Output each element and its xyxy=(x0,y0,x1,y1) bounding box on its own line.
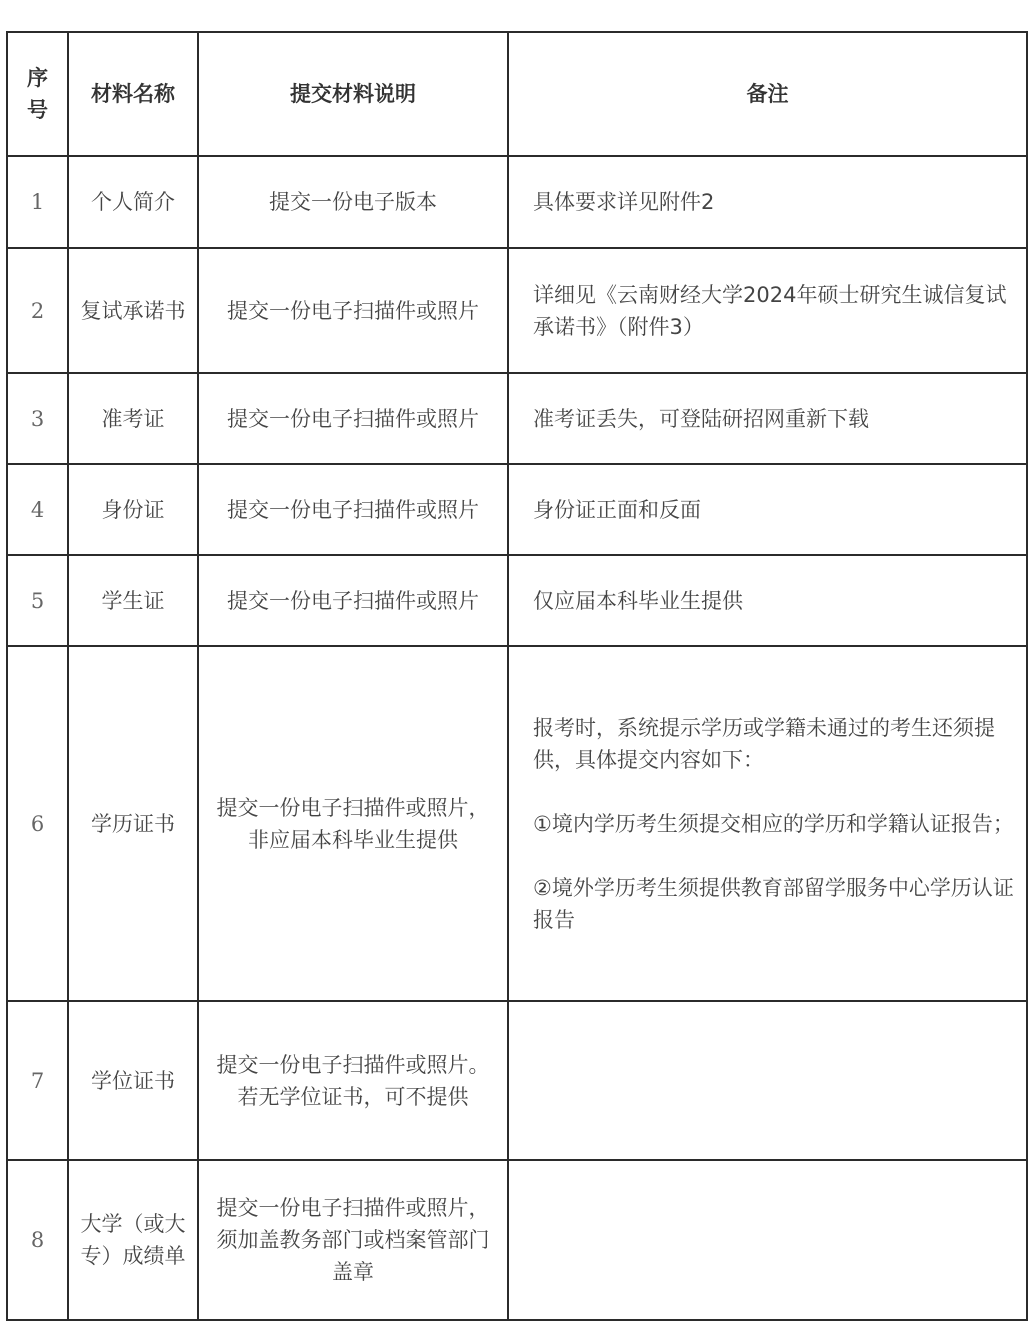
row-description: 提交一份电子扫描件或照片，非应届本科毕业生提供 xyxy=(198,646,508,1001)
row-name: 学历证书 xyxy=(68,646,198,1001)
note-paragraph: 仅应届本科毕业生提供 xyxy=(533,588,743,613)
row-index: 2 xyxy=(7,248,68,373)
note-paragraph: 报考时，系统提示学历或学籍未通过的考生还须提供，具体提交内容如下： xyxy=(533,715,995,772)
note-paragraph: 准考证丢失，可登陆研招网重新下载 xyxy=(533,406,869,431)
note-paragraph: 具体要求详见附件2 xyxy=(533,190,715,214)
row-index: 7 xyxy=(7,1001,68,1160)
row-description: 提交一份电子扫描件或照片 xyxy=(198,464,508,555)
row-description: 提交一份电子扫描件或照片 xyxy=(198,555,508,646)
note-paragraph: 详细见《云南财经大学2024年硕士研究生诚信复试承诺书》（附件3） xyxy=(533,282,1007,339)
row-name: 复试承诺书 xyxy=(68,248,198,373)
row-name: 学位证书 xyxy=(68,1001,198,1160)
table-row xyxy=(7,464,1027,555)
header-index: 序号 xyxy=(7,32,68,156)
table-row xyxy=(7,1001,1027,1160)
table-row xyxy=(7,1160,1027,1320)
materials-table xyxy=(6,31,1028,1321)
table-row xyxy=(7,373,1027,464)
header-description: 提交材料说明 xyxy=(198,32,508,156)
row-name: 身份证 xyxy=(68,464,198,555)
row-name: 个人简介 xyxy=(68,156,198,248)
row-index: 8 xyxy=(7,1160,68,1320)
row-note xyxy=(508,248,1027,373)
table-row xyxy=(7,248,1027,373)
table-header-row xyxy=(7,32,1027,156)
row-index: 3 xyxy=(7,373,68,464)
header-name: 材料名称 xyxy=(68,32,198,156)
row-index: 4 xyxy=(7,464,68,555)
table-row xyxy=(7,555,1027,646)
header-note: 备注 xyxy=(508,32,1027,156)
row-note xyxy=(508,1001,1027,1160)
row-name: 学生证 xyxy=(68,555,198,646)
note-paragraph: 身份证正面和反面 xyxy=(533,497,701,522)
row-description: 提交一份电子扫描件或照片 xyxy=(198,248,508,373)
row-name: 准考证 xyxy=(68,373,198,464)
row-note xyxy=(508,373,1027,464)
row-description: 提交一份电子扫描件或照片。若无学位证书，可不提供 xyxy=(198,1001,508,1160)
row-description: 提交一份电子扫描件或照片 xyxy=(198,373,508,464)
row-note xyxy=(508,1160,1027,1320)
row-description: 提交一份电子扫描件或照片，须加盖教务部门或档案管部门盖章 xyxy=(198,1160,508,1320)
table-body xyxy=(7,156,1027,1320)
row-note xyxy=(508,555,1027,646)
row-note xyxy=(508,464,1027,555)
table-row xyxy=(7,156,1027,248)
row-name: 大学（或大专）成绩单 xyxy=(68,1160,198,1320)
note-paragraph: ①境内学历考生须提交相应的学历和学籍认证报告； xyxy=(533,811,1014,836)
row-index: 6 xyxy=(7,646,68,1001)
row-note xyxy=(508,156,1027,248)
row-index: 1 xyxy=(7,156,68,248)
note-paragraph: ②境外学历考生须提供教育部留学服务中心学历认证报告 xyxy=(533,875,1014,932)
row-index: 5 xyxy=(7,555,68,646)
row-description: 提交一份电子版本 xyxy=(198,156,508,248)
table-row xyxy=(7,646,1027,1001)
row-note xyxy=(508,646,1027,1001)
